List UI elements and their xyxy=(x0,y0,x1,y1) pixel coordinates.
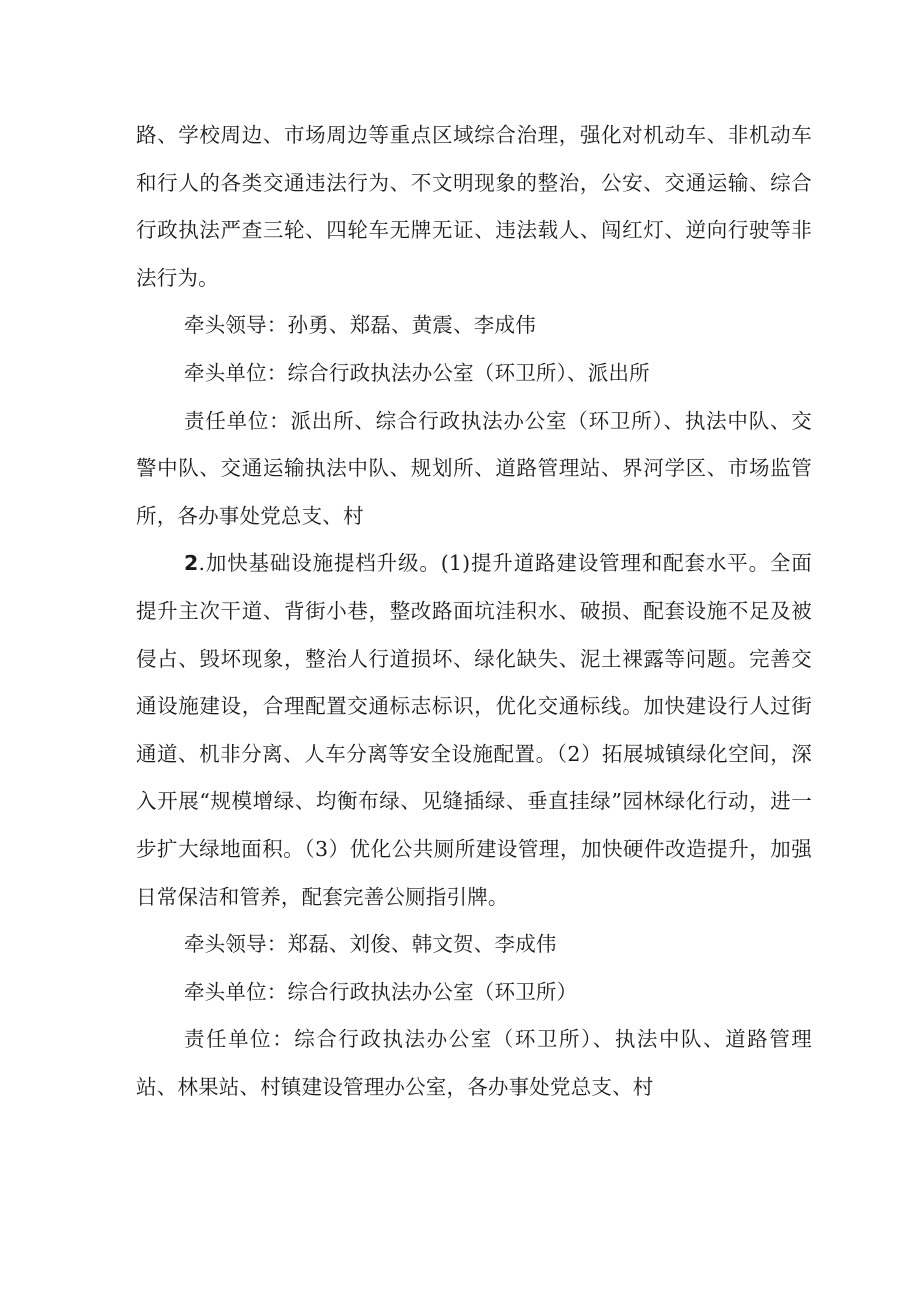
section2-lead-units: 牵头单位：综合行政执法办公室（环卫所） xyxy=(184,979,578,1004)
section1-body-paragraph: 路、学校周边、市场周边等重点区域综合治理，强化对机动车、非机动车和行人的各类交通违法行为、不文明现象的整治，公安、交通运输、综合行政执法严查三轮、四轮车无牌无证、违法载人、闯红灯、逆向行驶等非法行为。 xyxy=(136,123,812,290)
section2-lead-leaders: 牵头领导：郑磊、刘俊、韩文贺、李成伟 xyxy=(184,932,557,957)
section2-responsible-units: 责任单位：综合行政执法办公室（环卫所）、执法中队、道路管理站、林果站、村镇建设管理办公室，各办事处党总支、村 xyxy=(136,1027,812,1099)
section1-lead-leaders: 牵头领导：孙勇、郑磊、黄震、李成伟 xyxy=(184,313,536,338)
section1-responsible-units: 责任单位：派出所、综合行政执法办公室（环卫所）、执法中队、交警中队、交通运输执法中队、规划所、道路管理站、界河学区、市场监管所，各办事处党总支、村 xyxy=(136,408,812,528)
section2-body-text: .加快基础设施提档升级。(1)提升道路建设管理和配套水平。全面提升主次干道、背街小巷，整改路面坑洼积水、破损、配套设施不足及被侵占、毁坏现象，整治人行道损坏、绿化缺失、泥土裸露等问题。完善交通设施建设，合理配置交通标志标识，优化交通标线。加快建设行人过街通道、机非分离、人车分离等安全设施配置。（2）拓展城镇绿化空间，深入开展“规模增绿、均衡布绿、见缝插绿、垂直挂绿”园林绿化行动，进一步扩大绿地面积。（3）优化公共厕所建设管理，加快硬件改造提升，加强日常保洁和管养，配套完善公厕指引牌。 xyxy=(136,551,812,909)
section2-body-paragraph xyxy=(136,540,812,921)
document-page xyxy=(136,112,812,1111)
section2-number: 2 xyxy=(184,551,199,576)
section1-lead-units: 牵头单位：综合行政执法办公室（环卫所）、派出所 xyxy=(184,360,650,385)
